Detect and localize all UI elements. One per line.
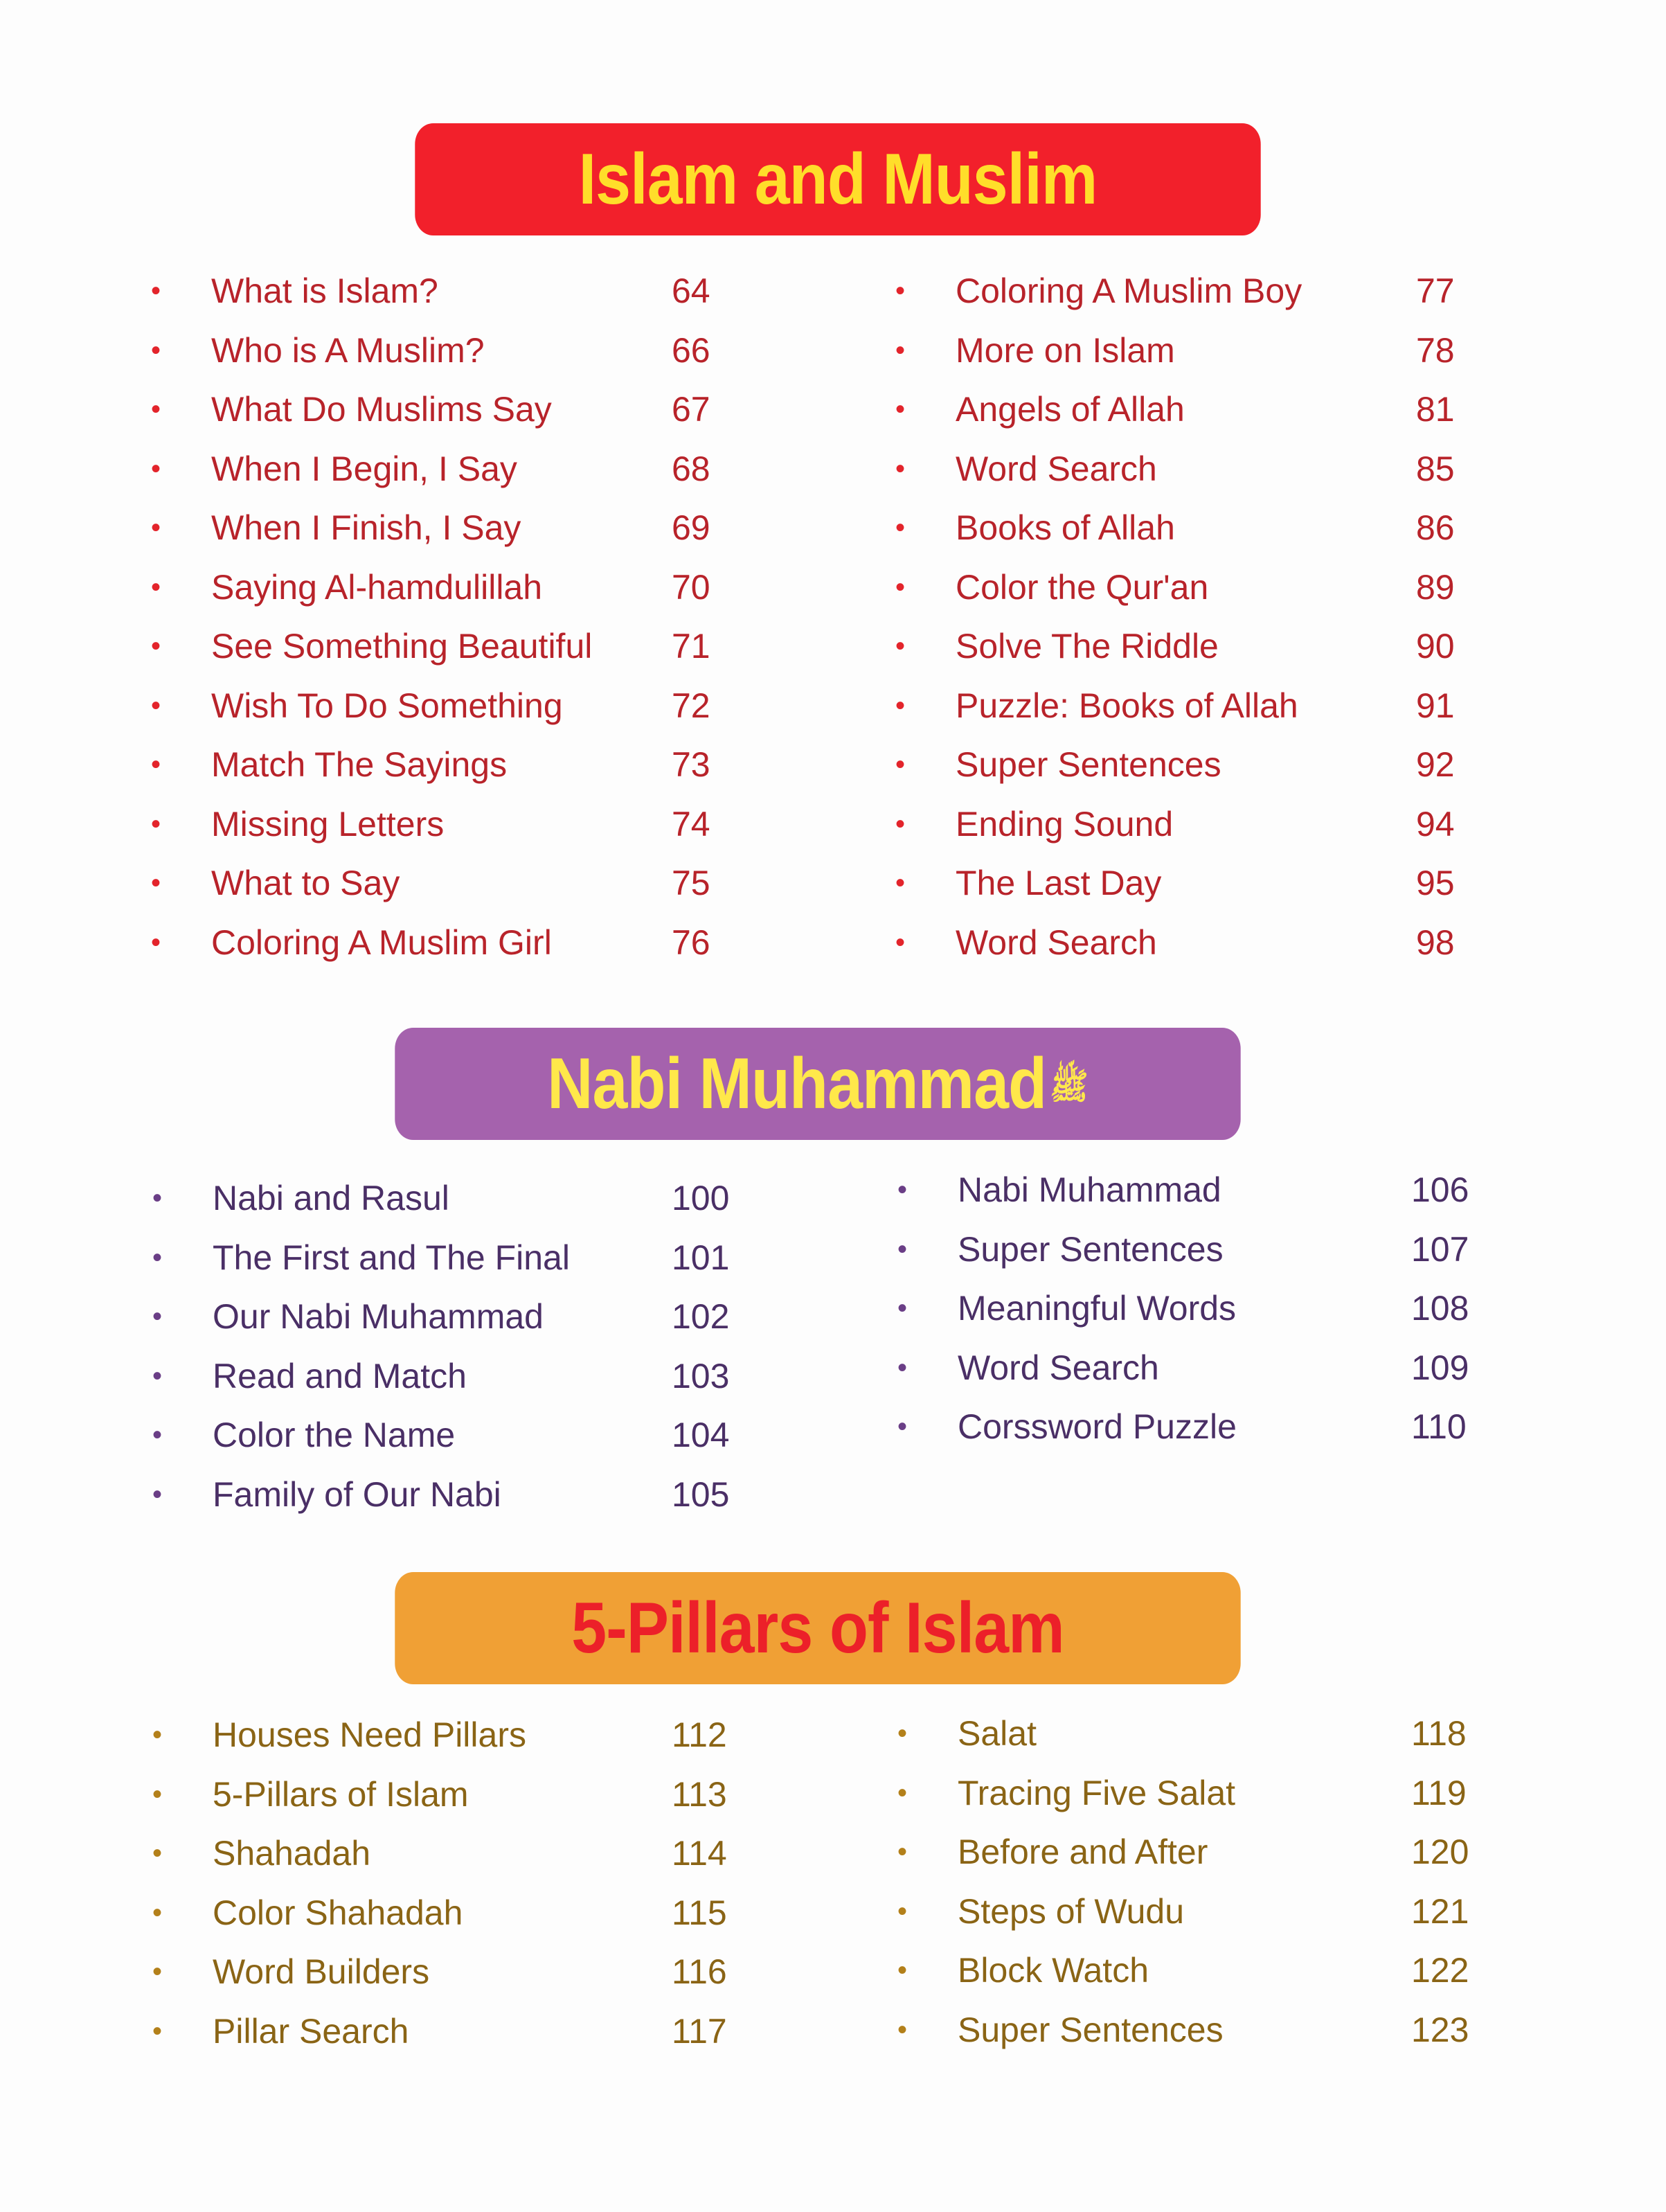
bullet-icon: • bbox=[152, 1301, 162, 1332]
bullet-icon: • bbox=[150, 749, 161, 780]
toc-entry-title: What to Say bbox=[211, 864, 400, 902]
toc-entry-page-number: 114 bbox=[672, 1834, 727, 1873]
toc-entry-page-number: 81 bbox=[1416, 390, 1455, 429]
toc-entry bbox=[147, 1287, 735, 1347]
bullet-icon: • bbox=[150, 868, 161, 898]
toc-entry-page-number: 116 bbox=[672, 1952, 727, 1991]
toc-entry bbox=[892, 1339, 1480, 1398]
toc-entry-page-number: 76 bbox=[672, 922, 710, 962]
toc-column-left bbox=[147, 1706, 735, 2061]
toc-entry-title: Solve The Riddle bbox=[956, 627, 1219, 666]
toc-entry-page-number: 73 bbox=[672, 745, 710, 784]
toc-entry bbox=[892, 1220, 1480, 1280]
bullet-icon: • bbox=[897, 1411, 907, 1442]
toc-entry-page-number: 101 bbox=[672, 1238, 730, 1277]
bullet-icon: • bbox=[152, 1420, 162, 1450]
toc-entry-page-number: 89 bbox=[1416, 567, 1455, 607]
bullet-icon: • bbox=[150, 690, 161, 721]
toc-entry-title: Word Builders bbox=[213, 1952, 430, 1991]
bullet-icon: • bbox=[152, 1479, 162, 1510]
bullet-icon: • bbox=[150, 453, 161, 484]
toc-entry bbox=[890, 440, 1465, 499]
bullet-icon: • bbox=[895, 927, 905, 958]
toc-entry-page-number: 91 bbox=[1416, 686, 1455, 725]
toc-entry bbox=[145, 913, 720, 973]
toc-entry-page-number: 64 bbox=[672, 271, 710, 310]
toc-entry-page-number: 122 bbox=[1411, 1951, 1469, 1990]
bullet-icon: • bbox=[150, 927, 161, 958]
toc-column-right bbox=[892, 1161, 1480, 1457]
toc-entry bbox=[890, 617, 1465, 677]
bullet-icon: • bbox=[897, 1955, 907, 1986]
toc-entry-title: Read and Match bbox=[213, 1356, 467, 1395]
section-title: Islam and Muslim bbox=[578, 139, 1098, 220]
toc-entry-page-number: 69 bbox=[672, 508, 710, 547]
toc-column-left bbox=[147, 1169, 735, 1524]
toc-entry-page-number: 85 bbox=[1416, 449, 1455, 488]
toc-entry-page-number: 115 bbox=[672, 1893, 727, 1932]
toc-entry bbox=[892, 1941, 1480, 2001]
toc-entry bbox=[890, 854, 1465, 913]
toc-entry bbox=[892, 2001, 1480, 2060]
toc-entry-title: What is Islam? bbox=[211, 271, 438, 310]
toc-entry bbox=[147, 2002, 735, 2062]
toc-entry-title: Nabi Muhammad bbox=[958, 1170, 1221, 1209]
toc-entry bbox=[145, 854, 720, 913]
toc-entry-title: Meaningful Words bbox=[958, 1289, 1237, 1328]
toc-entry-title: Color the Name bbox=[213, 1416, 456, 1454]
toc-entry-title: Pillar Search bbox=[213, 2011, 409, 2051]
toc-entry bbox=[147, 1706, 735, 1765]
bullet-icon: • bbox=[152, 1720, 162, 1750]
bullet-icon: • bbox=[152, 1778, 162, 1810]
toc-entry-title: Family of Our Nabi bbox=[213, 1474, 501, 1514]
bullet-icon: • bbox=[895, 808, 905, 839]
toc-entry bbox=[147, 1884, 735, 1943]
toc-entry-title: Word Search bbox=[958, 1348, 1159, 1387]
honorific-calligraphy: ﷺ bbox=[1050, 1065, 1089, 1107]
section-banner-5-pillars-of-islam bbox=[395, 1572, 1240, 1684]
toc-entry-title: 5-Pillars of Islam bbox=[213, 1774, 469, 1814]
toc-entry-title: When I Begin, I Say bbox=[211, 449, 517, 488]
bullet-icon: • bbox=[152, 1242, 162, 1273]
toc-entry-title: Super Sentences bbox=[956, 745, 1221, 784]
toc-column-right bbox=[892, 1704, 1480, 2060]
toc-entry-title: Corssword Puzzle bbox=[958, 1407, 1237, 1446]
bullet-icon: • bbox=[150, 808, 161, 839]
toc-entry-title: Coloring A Muslim Girl bbox=[211, 922, 552, 962]
bullet-icon: • bbox=[150, 512, 161, 543]
toc-entry bbox=[147, 1765, 735, 1825]
toc-entry-page-number: 108 bbox=[1411, 1289, 1469, 1328]
toc-entry-title: Saying Al-hamdulillah bbox=[211, 567, 543, 607]
bullet-icon: • bbox=[150, 335, 161, 366]
toc-entry bbox=[147, 1824, 735, 1884]
toc-entry bbox=[147, 1465, 735, 1525]
bullet-icon: • bbox=[895, 335, 905, 366]
bullet-icon: • bbox=[152, 1956, 162, 1987]
toc-entry-title: Nabi and Rasul bbox=[213, 1179, 449, 1218]
toc-entry-page-number: 104 bbox=[672, 1416, 730, 1454]
toc-entry-page-number: 98 bbox=[1416, 922, 1455, 962]
toc-entry-page-number: 109 bbox=[1411, 1348, 1469, 1387]
toc-entry bbox=[145, 677, 720, 736]
toc-entry bbox=[890, 795, 1465, 855]
toc-entry-title: When I Finish, I Say bbox=[211, 508, 521, 547]
toc-entry-title: Match The Sayings bbox=[211, 745, 508, 784]
toc-entry bbox=[890, 677, 1465, 736]
toc-entry-title: Salat bbox=[958, 1714, 1037, 1753]
toc-entry-page-number: 123 bbox=[1411, 2010, 1469, 2049]
toc-entry bbox=[145, 558, 720, 618]
toc-entry-page-number: 94 bbox=[1416, 804, 1455, 844]
toc-entry-page-number: 78 bbox=[1416, 330, 1455, 370]
bullet-icon: • bbox=[150, 631, 161, 661]
bullet-icon: • bbox=[895, 749, 905, 780]
toc-entry-title: Color the Qur'an bbox=[956, 567, 1209, 607]
toc-entry-title: Steps of Wudu bbox=[958, 1891, 1185, 1931]
toc-entry bbox=[892, 1823, 1480, 1882]
toc-entry-title: Tracing Five Salat bbox=[958, 1773, 1236, 1812]
bullet-icon: • bbox=[895, 453, 905, 484]
toc-entry bbox=[892, 1704, 1480, 1764]
toc-entry-title: Color Shahadah bbox=[213, 1893, 463, 1932]
toc-entry-title: Block Watch bbox=[958, 1951, 1149, 1990]
bullet-icon: • bbox=[895, 394, 905, 425]
bullet-icon: • bbox=[152, 1897, 162, 1928]
toc-entry bbox=[892, 1398, 1480, 1457]
toc-entry-title: Our Nabi Muhammad bbox=[213, 1297, 544, 1336]
bullet-icon: • bbox=[897, 1837, 907, 1867]
toc-entry bbox=[147, 1169, 735, 1229]
toc-entry bbox=[890, 262, 1465, 321]
toc-entry-page-number: 118 bbox=[1411, 1714, 1467, 1753]
toc-entry-title: Super Sentences bbox=[958, 2010, 1224, 2049]
toc-entry-title: Word Search bbox=[956, 922, 1157, 962]
toc-column-left bbox=[145, 262, 720, 972]
bullet-icon: • bbox=[897, 1718, 907, 1749]
toc-entry-page-number: 86 bbox=[1416, 508, 1455, 547]
bullet-icon: • bbox=[895, 690, 905, 721]
bullet-icon: • bbox=[897, 1233, 907, 1265]
toc-entry-page-number: 110 bbox=[1411, 1407, 1467, 1446]
toc-entry bbox=[890, 735, 1465, 795]
toc-entry bbox=[145, 262, 720, 321]
toc-entry-page-number: 102 bbox=[672, 1297, 730, 1336]
bullet-icon: • bbox=[897, 1175, 907, 1205]
toc-entry bbox=[145, 617, 720, 677]
section-title: 5-Pillars of Islam bbox=[571, 1587, 1064, 1668]
toc-entry bbox=[890, 558, 1465, 618]
toc-entry-page-number: 66 bbox=[672, 330, 710, 370]
toc-entry-page-number: 72 bbox=[672, 686, 710, 725]
bullet-icon: • bbox=[897, 1293, 907, 1323]
toc-entry-title: Shahadah bbox=[213, 1834, 371, 1873]
bullet-icon: • bbox=[152, 2015, 162, 2046]
bullet-icon: • bbox=[895, 571, 905, 603]
toc-entry bbox=[145, 380, 720, 440]
toc-entry-title: Ending Sound bbox=[956, 804, 1174, 844]
bullet-icon: • bbox=[895, 868, 905, 898]
toc-entry-title: Coloring A Muslim Boy bbox=[956, 271, 1302, 310]
toc-entry bbox=[147, 1229, 735, 1288]
toc-entry-title: Wish To Do Something bbox=[211, 686, 563, 725]
toc-entry bbox=[890, 380, 1465, 440]
toc-entry-page-number: 90 bbox=[1416, 627, 1455, 666]
bullet-icon: • bbox=[897, 1896, 907, 1927]
toc-entry-title: Books of Allah bbox=[956, 508, 1175, 547]
toc-entry-page-number: 92 bbox=[1416, 745, 1455, 784]
bullet-icon: • bbox=[150, 571, 161, 603]
toc-entry-page-number: 103 bbox=[672, 1356, 730, 1395]
bullet-icon: • bbox=[152, 1838, 162, 1868]
toc-entry-page-number: 77 bbox=[1416, 271, 1455, 310]
toc-entry bbox=[145, 321, 720, 381]
bullet-icon: • bbox=[150, 394, 161, 425]
toc-entry-page-number: 105 bbox=[672, 1474, 730, 1514]
toc-entry-page-number: 113 bbox=[672, 1774, 727, 1814]
toc-entry bbox=[147, 1347, 735, 1407]
bullet-icon: • bbox=[895, 631, 905, 661]
bullet-icon: • bbox=[150, 276, 161, 306]
toc-entry bbox=[890, 913, 1465, 973]
toc-entry-title: Missing Letters bbox=[211, 804, 445, 844]
section-title: Nabi Muhammad bbox=[547, 1043, 1047, 1124]
toc-entry-page-number: 106 bbox=[1411, 1170, 1469, 1209]
toc-entry-title: Houses Need Pillars bbox=[213, 1715, 526, 1754]
toc-entry bbox=[892, 1764, 1480, 1823]
bullet-icon: • bbox=[895, 276, 905, 306]
toc-entry-page-number: 121 bbox=[1411, 1891, 1469, 1931]
section-banner-nabi-muhammad bbox=[395, 1028, 1240, 1140]
toc-entry-page-number: 68 bbox=[672, 449, 710, 488]
bullet-icon: • bbox=[897, 2014, 907, 2045]
bullet-icon: • bbox=[897, 1777, 907, 1808]
toc-entry-title: What Do Muslims Say bbox=[211, 390, 552, 429]
toc-entry-title: The Last Day bbox=[956, 864, 1162, 902]
toc-entry-title: Angels of Allah bbox=[956, 390, 1185, 429]
toc-entry-page-number: 117 bbox=[672, 2011, 727, 2051]
toc-entry-title: Puzzle: Books of Allah bbox=[956, 686, 1298, 725]
toc-entry bbox=[145, 735, 720, 795]
section-banner-islam-and-muslim bbox=[415, 123, 1260, 235]
toc-entry bbox=[145, 440, 720, 499]
toc-entry-title: More on Islam bbox=[956, 330, 1175, 370]
toc-entry-page-number: 95 bbox=[1416, 864, 1455, 902]
toc-entry-page-number: 74 bbox=[672, 804, 710, 844]
toc-entry-title: Super Sentences bbox=[958, 1229, 1224, 1269]
toc-entry-title: The First and The Final bbox=[213, 1238, 570, 1277]
toc-entry-title: See Something Beautiful bbox=[211, 627, 593, 666]
toc-entry-page-number: 67 bbox=[672, 390, 710, 429]
toc-entry-page-number: 120 bbox=[1411, 1832, 1469, 1871]
toc-entry-page-number: 70 bbox=[672, 567, 710, 607]
toc-entry-page-number: 71 bbox=[672, 627, 710, 666]
toc-entry bbox=[892, 1279, 1480, 1339]
toc-entry-page-number: 107 bbox=[1411, 1229, 1469, 1269]
toc-entry-title: Word Search bbox=[956, 449, 1157, 488]
toc-entry-title: Who is A Muslim? bbox=[211, 330, 485, 370]
toc-entry-page-number: 75 bbox=[672, 864, 710, 902]
toc-entry bbox=[890, 499, 1465, 558]
toc-entry bbox=[147, 1943, 735, 2002]
toc-entry bbox=[892, 1161, 1480, 1220]
bullet-icon: • bbox=[897, 1352, 907, 1383]
toc-entry bbox=[145, 499, 720, 558]
bullet-icon: • bbox=[152, 1183, 162, 1213]
toc-entry-page-number: 119 bbox=[1411, 1773, 1467, 1812]
bullet-icon: • bbox=[152, 1360, 162, 1391]
bullet-icon: • bbox=[895, 512, 905, 543]
toc-entry bbox=[890, 321, 1465, 381]
toc-entry-page-number: 100 bbox=[672, 1179, 730, 1218]
toc-entry bbox=[147, 1406, 735, 1465]
toc-entry-page-number: 112 bbox=[672, 1715, 727, 1754]
toc-entry-title: Before and After bbox=[958, 1832, 1208, 1871]
toc-entry bbox=[892, 1882, 1480, 1942]
toc-entry bbox=[145, 795, 720, 855]
toc-column-right bbox=[890, 262, 1465, 972]
